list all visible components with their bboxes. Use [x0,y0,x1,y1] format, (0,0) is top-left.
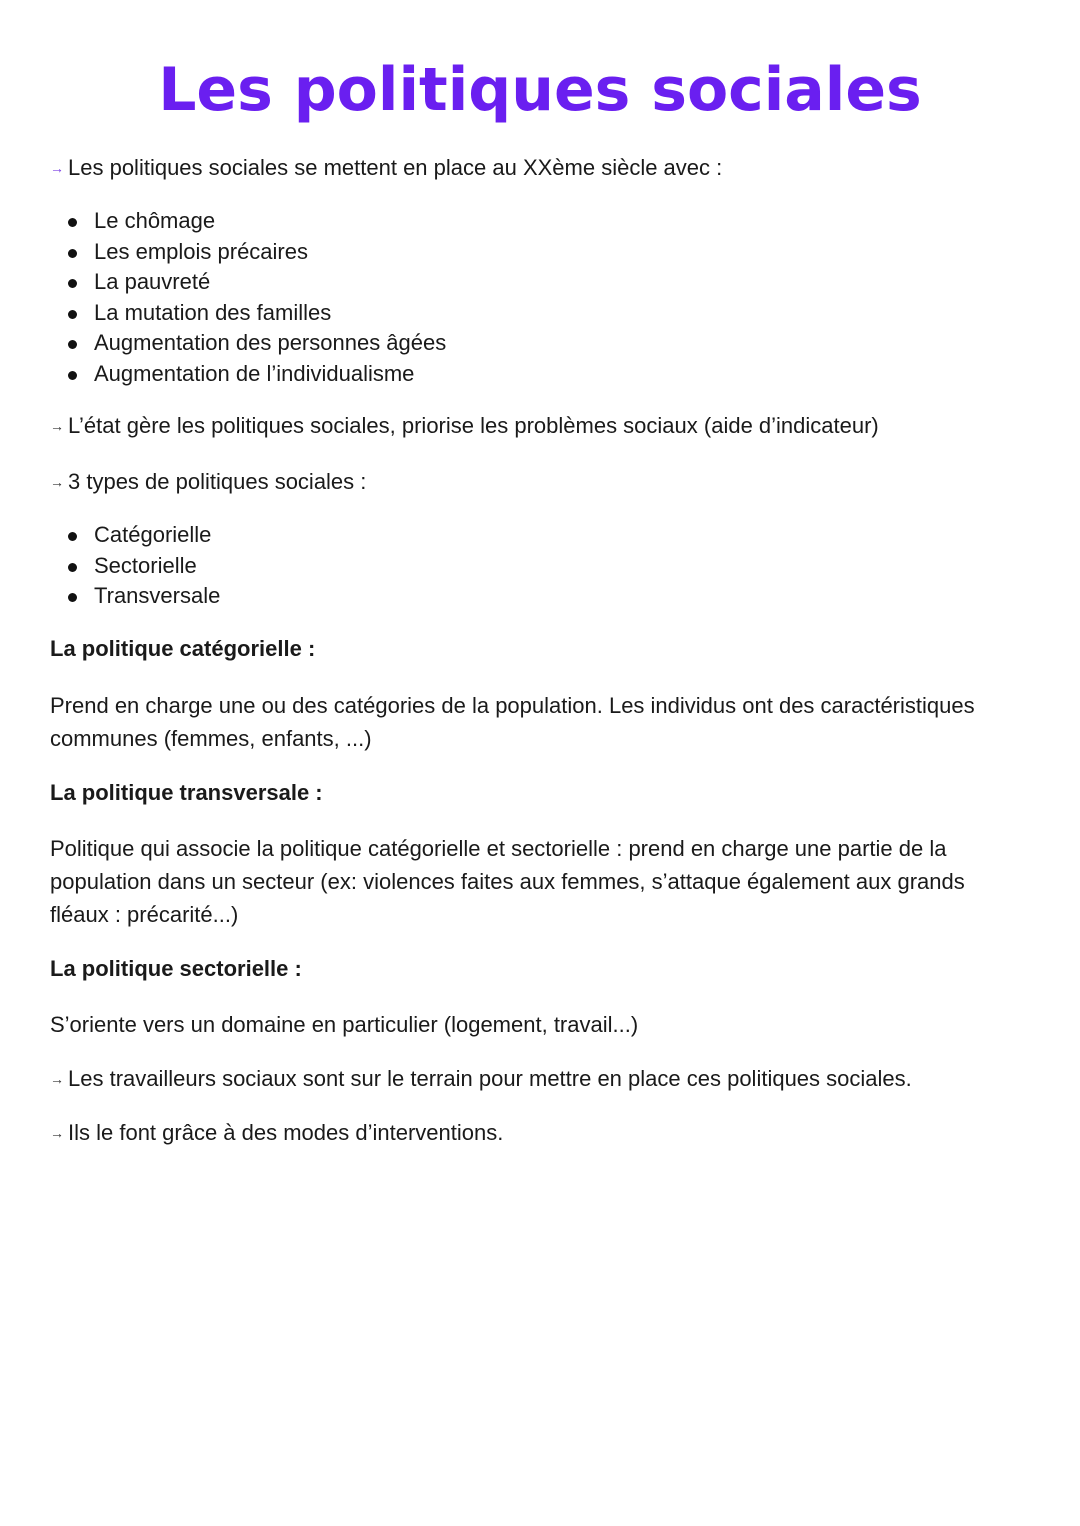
list-item: Transversale [66,581,220,612]
causes-list [66,206,446,389]
bullet-icon [68,563,77,572]
bullet-icon [68,218,77,227]
list-item: Augmentation de l’individualisme [66,359,446,390]
arrow-right-icon: → [50,160,64,176]
list-item: La mutation des familles [66,298,446,329]
arrow-right-icon: → [50,1071,64,1087]
closing-text-2: Ils le font grâce à des modes d’interventions. [68,1120,504,1145]
etat-line [50,410,879,442]
bullet-icon [68,279,77,288]
etat-text: L’état gère les politiques sociales, priorise les problèmes sociaux (aide d’indicateur) [68,413,879,438]
closing-line-2 [50,1117,503,1149]
intro-text: Les politiques sociales se mettent en place au XXème siècle avec : [68,155,723,180]
bullet-icon [68,310,77,319]
list-item: Augmentation des personnes âgées [66,328,446,359]
arrow-right-icon: → [50,474,64,490]
bullet-icon [68,340,77,349]
section-heading-sectorielle: La politique sectorielle : [50,956,302,981]
types-list [66,520,220,612]
types-line [50,466,366,498]
section-heading-transversale: La politique transversale : [50,780,323,805]
list-item: Sectorielle [66,551,220,582]
bullet-icon [68,532,77,541]
list-item: Catégorielle [66,520,220,551]
closing-text-1: Les travailleurs sociaux sont sur le terrain pour mettre en place ces politiques sociales. [68,1066,912,1091]
bullet-icon [68,593,77,602]
list-item: Les emplois précaires [66,237,446,268]
section-body-transversale: Politique qui associe la politique catégorielle et sectorielle : prend en charge une partie de la population dans un secteur (ex: violences faites aux femmes, s’attaque également aux grands fléaux : précarité...) [50,836,965,927]
intro-line [50,152,722,184]
bullet-icon [68,249,77,258]
arrow-right-icon: → [50,418,64,434]
page-title: Les politiques sociales [158,55,922,125]
section-body-sectorielle: S’oriente vers un domaine en particulier (logement, travail...) [50,1012,639,1037]
types-text: 3 types de politiques sociales : [68,469,367,494]
bullet-icon [68,371,77,380]
list-item: Le chômage [66,206,446,237]
arrow-right-icon: → [50,1125,64,1141]
section-heading-categorielle: La politique catégorielle : [50,636,316,661]
section-body-categorielle: Prend en charge une ou des catégories de la population. Les individus ont des caractéristiques communes (femmes, enfants, ...) [50,693,975,751]
closing-line-1 [50,1063,912,1095]
list-item: La pauvreté [66,267,446,298]
